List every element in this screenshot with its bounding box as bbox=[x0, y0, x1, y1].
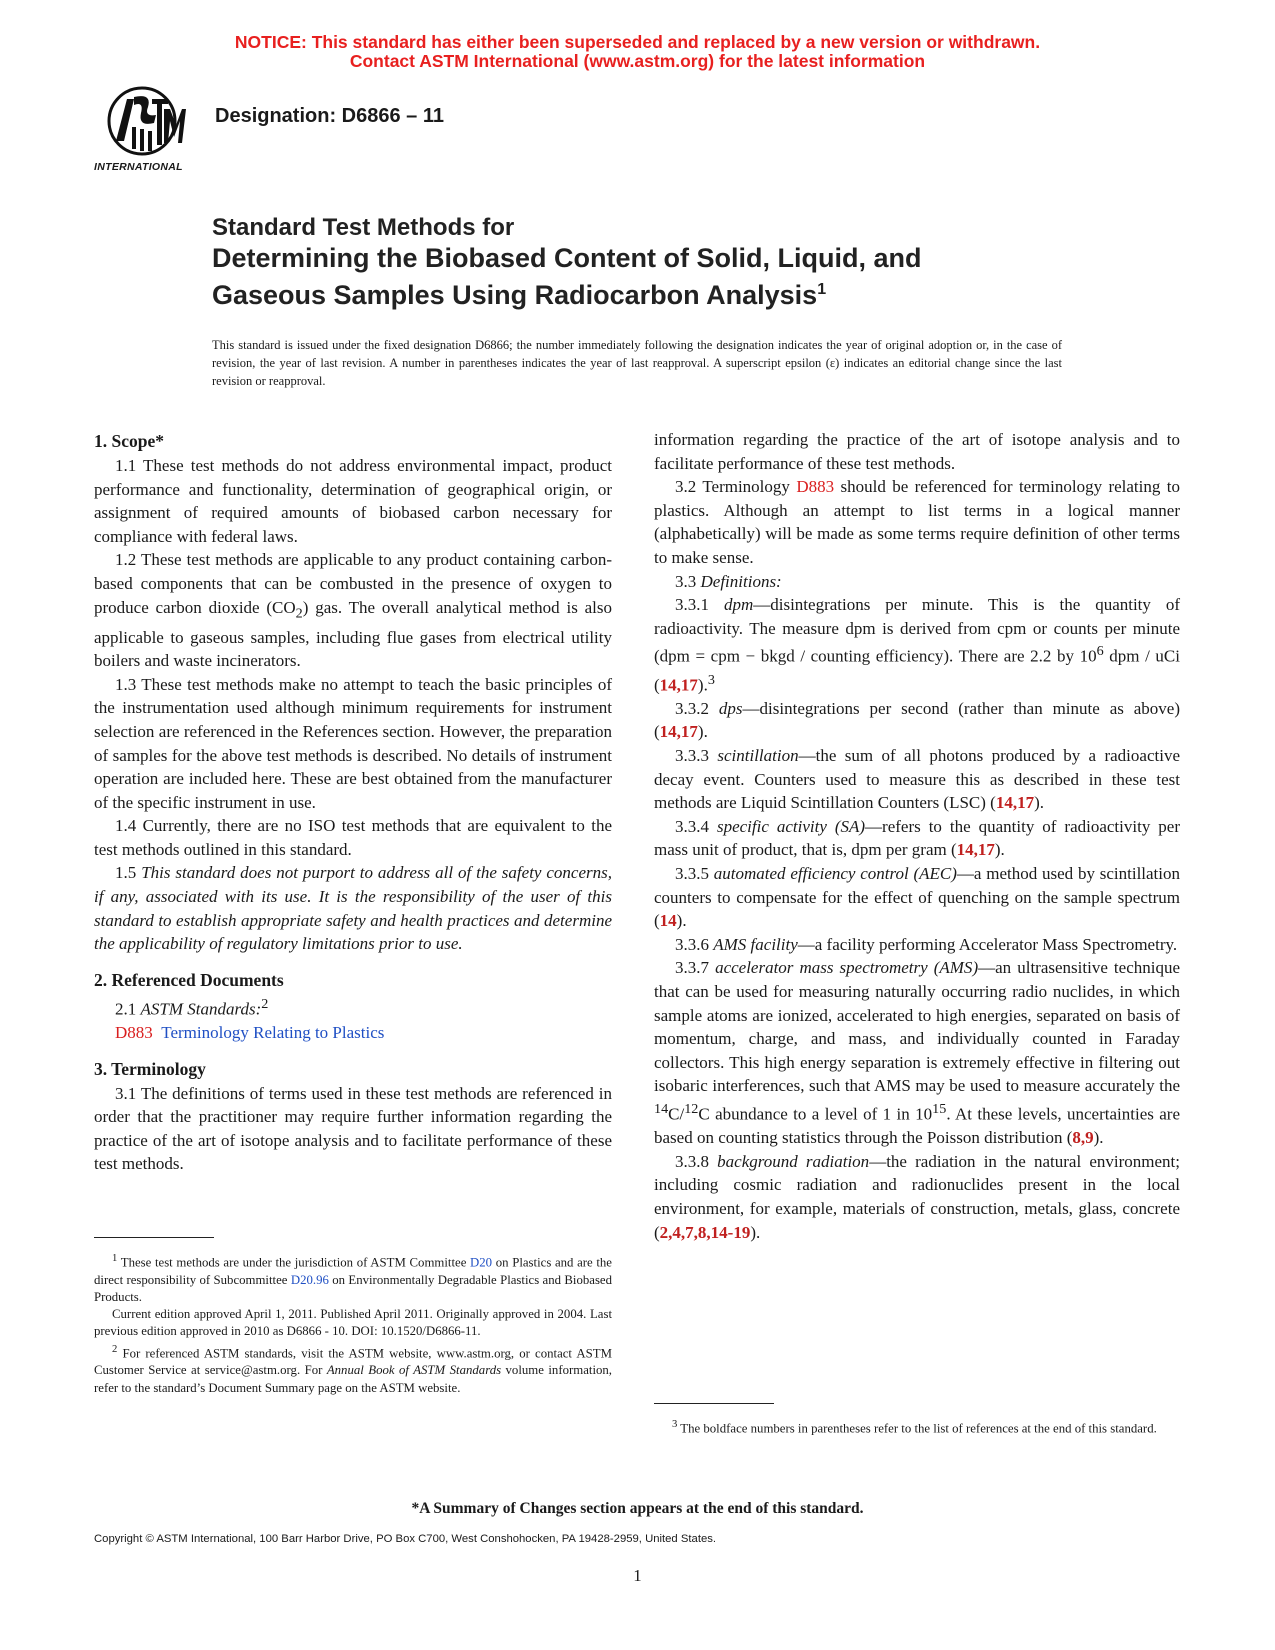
para-3-3-text: Definitions: bbox=[700, 571, 782, 591]
ref-link[interactable]: 7 bbox=[685, 1222, 694, 1242]
def-text: . At these levels, uncertainties are based on counting statistics through the Poisson distribution ( bbox=[654, 1104, 1180, 1148]
title-line-1: Standard Test Methods for bbox=[212, 214, 515, 241]
footnote-mark: 3 bbox=[672, 1419, 678, 1430]
summary-of-changes-note: *A Summary of Changes section appears at the end of this standard. bbox=[411, 1500, 864, 1517]
para-1-2-text-a: 1.2 These test methods are applicable to any product containing carbon-based components that can be combusted in the presence of oxygen to produce carbon dioxide (CO bbox=[94, 550, 612, 617]
def-text: —a method used by scintillation counters to compensate for the effect of quenching on the sample spectrum ( bbox=[654, 864, 1181, 931]
ref-link[interactable]: 14-19 bbox=[710, 1222, 751, 1242]
isotope-superscript: 12 bbox=[684, 1100, 699, 1117]
ref-link[interactable]: 14 bbox=[659, 675, 677, 695]
def-text: —disintegrations per second (rather than minute as above) ( bbox=[654, 698, 1180, 742]
def-3-3-1: 3.3.1 dpm—disintegrations per minute. This is the quantity of radioactivity. The measure dpm is derived from cpm or counts per minute (dpm = cpm − bkgd / counting efficiency). There are 2.2 by $10^6$ dpm / uCi (14,17).$^3$ bbox=[654, 595, 1181, 695]
def-number: 3.3.2 bbox=[675, 698, 719, 718]
def-number: 3.3.6 bbox=[675, 934, 714, 954]
def-text: —the sum of all photons produced by a radioactive decay event. Counters used to measure this as described in these test methods are Liquid Scintillation Counters (LSC) ( bbox=[654, 746, 1180, 813]
notice-banner bbox=[0, 33, 1275, 71]
def-text: —the radiation in the natural environment; including cosmic radiation and radionuclides present in the local environment, for example, materials of construction, metals, glass, concrete ( bbox=[654, 1151, 1180, 1242]
footnote-2-mark: 2 bbox=[261, 995, 269, 1012]
footnote-text: For referenced ASTM standards, visit the ASTM website, www.astm.org, or contact ASTM Customer Service at service@astm.org. For bbox=[94, 1346, 612, 1378]
logo-text: INTERNATIONAL bbox=[94, 161, 183, 173]
def-text: C/ bbox=[668, 1104, 685, 1124]
section-3-heading: 3. Terminology bbox=[94, 1058, 206, 1079]
designation: Designation: D6866 – 11 bbox=[215, 105, 444, 127]
footnote-mark: 1 bbox=[112, 1253, 118, 1264]
def-number: 3.3.5 bbox=[675, 864, 714, 883]
para-1-5-text: This standard does not purport to address all of the safety concerns, if any, associated with its use. It is the responsibility of the user of this standard to establish appropriate safety and health practices and determine the applicability of regulatory limitations prior to use. bbox=[94, 863, 613, 954]
def-term: specific activity (SA) bbox=[716, 816, 866, 836]
def-3-3-3: 3.3.3 scintillation—the sum of all photons produced by a radioactive decay event. Counters used to measure this as described in these test methods are Liquid Scintillation Counters (LSC) (14,17). bbox=[654, 746, 1180, 813]
right-column bbox=[654, 428, 1180, 1244]
ref-link[interactable]: 14 bbox=[995, 793, 1013, 813]
page-number: 1 bbox=[633, 1566, 642, 1585]
def-term: dpm bbox=[723, 595, 754, 615]
co2-subscript: 2 bbox=[295, 604, 303, 621]
def-text: ). bbox=[994, 840, 1005, 860]
footnote-divider bbox=[94, 1237, 214, 1238]
ref-d883-entry[interactable] bbox=[94, 1021, 612, 1045]
def-text: dpm / uCi ( bbox=[654, 647, 1180, 695]
para-1-5-number: 1.5 bbox=[115, 863, 142, 883]
para-2-1-number: 2.1 bbox=[115, 999, 141, 1019]
def-text: C abundance to a level of 1 in 10 bbox=[698, 1104, 933, 1124]
footnote-3 bbox=[654, 1416, 1180, 1438]
ref-link[interactable]: 8 bbox=[697, 1222, 707, 1242]
ref-d883-title-link[interactable]: Terminology Relating to Plastics bbox=[161, 1023, 385, 1043]
footnote-2 bbox=[94, 1341, 612, 1397]
def-term: automated efficiency control (AEC) bbox=[713, 864, 957, 883]
para-3-1: 3.1 The definitions of terms used in these test methods are referenced in order that the practitioner may require further information regarding the practice of the art of isotope analysis and to facilitate performance of these test methods. bbox=[94, 1083, 612, 1174]
def-3-3-5 bbox=[654, 862, 1180, 933]
issuance-statement: This standard is issued under the fixed designation D6866; the number immediately following the designation indicates the year of original adoption or, in the case of revision, the year of last revision. A number in parentheses indicates the year of last reapproval. A superscript epsilon (ε) indicates an editorial change since the last revision or reapproval. bbox=[212, 338, 1062, 388]
ref-link[interactable]: 14 bbox=[659, 911, 677, 931]
isotope-superscript: 14 bbox=[654, 1100, 669, 1117]
ref-link[interactable]: 2 bbox=[659, 1222, 669, 1242]
def-term: scintillation bbox=[717, 746, 799, 766]
def-3-3-7: 3.3.7 accelerator mass spectrometry (AMS)—an ultrasensitive technique that can be used for measuring naturally occurring radio nuclides, in which sample atoms are ionized, accelerated to high energies, separated on basis of momentum, charge, and mass, and individually counted in Faraday collectors. This high energy separation is extremely effective in filtering out isobaric interferences, such that AMS may be used to measure accurately the $^{14}$C/$^{12}$C abundance to a level of 1 in $10^{15}$. At these levels, uncertainties are based on counting statistics through the Poisson distribution (8,9). bbox=[654, 958, 1181, 1148]
title-line-3: Gaseous Samples Using Radiocarbon Analysis bbox=[212, 280, 818, 310]
def-text: —disintegrations per minute. This is the quantity of radioactivity. The measure dpm is derived from cpm or counts per minute (dpm = cpm − bkgd / counting efficiency). There are 2.2 by 10 bbox=[654, 595, 1181, 666]
para-3-1-continued: information regarding the practice of the art of isotope analysis and to facilitate performance of these test methods. bbox=[654, 430, 1180, 473]
def-text: —a facility performing Accelerator Mass Spectrometry. bbox=[797, 934, 1178, 954]
astm-logo bbox=[94, 85, 204, 181]
footnote-mark: 2 bbox=[112, 1343, 118, 1355]
title-footnote-mark: 1 bbox=[817, 281, 827, 298]
document-title bbox=[212, 213, 922, 311]
footnote-text: The boldface numbers in parentheses refer to the list of references at the end of this standard. bbox=[677, 1421, 1157, 1436]
def-3-3-4: 3.3.4 specific activity (SA)—refers to the quantity of radioactivity per mass unit of product, that is, dpm per gram (14,17). bbox=[654, 816, 1180, 860]
notice-line-1: NOTICE: This standard has either been superseded and replaced by a new version or withdrawn. bbox=[234, 32, 1041, 52]
para-1-5 bbox=[94, 861, 612, 955]
para-1-2-text-b: ) gas. The overall analytical method is also applicable to gaseous samples, including flue gases from electrical utility boilers and waste incinerators. bbox=[94, 597, 612, 671]
ref-link[interactable]: 8 bbox=[1072, 1128, 1081, 1148]
ref-link[interactable]: 4 bbox=[672, 1222, 681, 1242]
footnote-1-edition: Current edition approved April 1, 2011. Published April 2011. Originally approved in 2004. Last previous edition approved in 2010 as D6866 - 10. DOI: 10.1520/D6866-11. bbox=[94, 1307, 612, 1339]
section-2-heading: 2. Referenced Documents bbox=[94, 969, 284, 990]
def-text: ). bbox=[676, 911, 687, 931]
exponent: 6 bbox=[1096, 643, 1104, 660]
para-1-2 bbox=[94, 548, 612, 672]
ref-link[interactable]: 17 bbox=[1017, 793, 1035, 813]
def-term: dps bbox=[718, 698, 743, 718]
para-3-2-text-a: 3.2 Terminology bbox=[675, 477, 797, 497]
left-footnotes bbox=[94, 1237, 612, 1397]
d2096-link[interactable]: D20.96 bbox=[290, 1272, 329, 1287]
def-3-3-2: 3.3.2 dps—disintegrations per second (rather than minute as above) (14,17). bbox=[654, 698, 1180, 742]
para-3-2 bbox=[654, 475, 1180, 569]
def-text: ). bbox=[697, 722, 708, 742]
ref-d883-link[interactable]: D883 bbox=[115, 1023, 153, 1043]
para-2-1-text: ASTM Standards: bbox=[140, 999, 262, 1019]
para-1-1: 1.1 These test methods do not address environmental impact, product performance and functionality, determination of geographical origin, or assignment of required amounts of biobased carbon necessary for compliance with federal laws. bbox=[94, 456, 612, 546]
ref-link[interactable]: 14 bbox=[659, 722, 677, 742]
ref-link[interactable]: 17 bbox=[680, 722, 698, 742]
def-number: 3.3.1 bbox=[675, 595, 724, 615]
para-1-3: 1.3 These test methods make no attempt to teach the basic principles of the instrumentation used although minimum requirements for instrument selection are referenced in the References section. However, the preparation of samples for the above test methods is described. No details of instrument operation are included here. These are best obtained from the manufacturer of the specific instrument in use. bbox=[94, 674, 612, 812]
def-text: ). bbox=[750, 1222, 761, 1242]
para-3-3-number: 3.3 bbox=[675, 571, 701, 591]
d20-link[interactable]: D20 bbox=[470, 1255, 493, 1270]
ref-link[interactable]: 14 bbox=[956, 840, 974, 860]
footnote-text: on Plastics and are the direct responsibility of Subcommittee bbox=[94, 1255, 612, 1287]
para-3-3 bbox=[654, 570, 1180, 594]
def-text: ). bbox=[1034, 793, 1045, 813]
para-2-1 bbox=[94, 993, 612, 1021]
left-column bbox=[94, 428, 613, 1174]
def-text: ). bbox=[1093, 1128, 1104, 1148]
ref-link[interactable]: 17 bbox=[977, 840, 995, 860]
footnote-text: Annual Book of ASTM Standards bbox=[326, 1363, 502, 1378]
footnote-text: volume information, refer to the standard’s Document Summary page on the ASTM website. bbox=[94, 1363, 612, 1395]
para-1-4: 1.4 Currently, there are no ISO test methods that are equivalent to the test methods outlined in this standard. bbox=[94, 816, 612, 859]
def-text: —refers to the quantity of radioactivity per mass unit of product, that is, dpm per gram ( bbox=[654, 816, 1180, 860]
copyright: Copyright © ASTM International, 100 Barr Harbor Drive, PO Box C700, West Conshohocken, PA 19428-2959, United States. bbox=[94, 1533, 717, 1545]
para-3-2-text-b: should be referenced for terminology relating to plastics. Although an attempt to list terms in a logical manner (alphabetically) will be made as some terms require definition of other terms to make sense. bbox=[654, 477, 1180, 567]
def-number: 3.3.8 bbox=[675, 1151, 718, 1171]
ref-link[interactable]: 9 bbox=[1085, 1128, 1094, 1148]
def-3-3-8: 3.3.8 background radiation—the radiation in the natural environment; including cosmic radiation and radionuclides present in the local environment, for example, materials of construction, metals, glass, concrete (2,4,7,8,14-19). bbox=[654, 1151, 1180, 1242]
right-footnotes bbox=[654, 1403, 1180, 1438]
def-term: AMS facility bbox=[713, 934, 798, 954]
title-line-2: Determining the Biobased Content of Solid, Liquid, and bbox=[212, 243, 922, 273]
footnote-text: These test methods are under the jurisdiction of ASTM Committee bbox=[117, 1255, 471, 1270]
footnote-text: on Environmentally Degradable Plastics and Biobased Products. bbox=[94, 1272, 612, 1304]
footnote-3-mark: 3 bbox=[707, 671, 715, 688]
def-text: —an ultrasensitive technique that can be used for measuring naturally occurring radio nuclides, in which sample atoms are ionized, accelerated to high energies, separated on basis of momentum, charge, and mass, and individually counted in Faraday collectors. This high energy separation is extremely effective in filtering out isobaric interferences, such that AMS may be used to measure accurately the bbox=[654, 958, 1181, 1096]
section-1-heading: 1. Scope* bbox=[94, 431, 164, 451]
def-term: background radiation bbox=[717, 1151, 870, 1171]
def-number: 3.3.4 bbox=[675, 816, 717, 836]
title-line-3-wrap bbox=[212, 274, 922, 311]
notice-line-2: Contact ASTM International (www.astm.org) for the latest information bbox=[349, 51, 926, 71]
def-number: 3.3.3 bbox=[675, 746, 718, 766]
def-3-3-6 bbox=[654, 933, 1180, 957]
def-term: accelerator mass spectrometry (AMS) bbox=[715, 958, 979, 978]
def-text: ). bbox=[697, 675, 708, 695]
def-number: 3.3.7 bbox=[675, 958, 716, 978]
exponent: 15 bbox=[932, 1100, 947, 1117]
footnote-1 bbox=[94, 1250, 612, 1306]
d883-inline-link[interactable]: D883 bbox=[796, 477, 835, 497]
ref-link[interactable]: 17 bbox=[680, 675, 698, 695]
footnote-divider bbox=[654, 1403, 774, 1404]
